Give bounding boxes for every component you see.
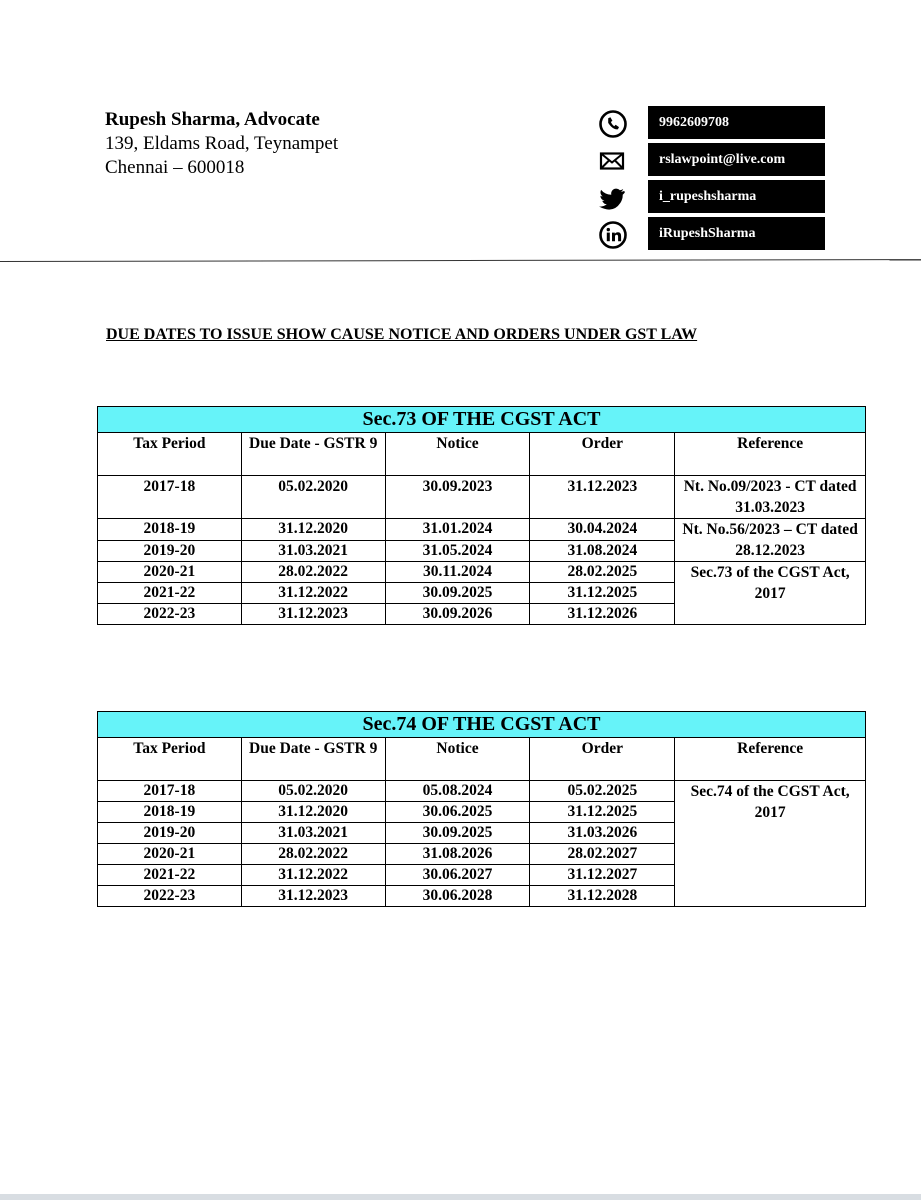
- tax-period-cell: 2018-19: [98, 802, 242, 823]
- column-header: Notice: [385, 738, 530, 781]
- contact-twitter: [598, 180, 828, 217]
- due-date-cell: 05.02.2020: [241, 781, 385, 802]
- due-date-cell: 31.12.2020: [241, 802, 385, 823]
- notice-cell: 31.01.2024: [385, 519, 530, 541]
- due-date-cell: 31.03.2021: [241, 823, 385, 844]
- notice-cell: 30.06.2025: [385, 802, 530, 823]
- sec74-table: [97, 711, 866, 907]
- contact-phone: [598, 106, 828, 143]
- order-cell: 31.12.2025: [530, 802, 675, 823]
- table-row: [98, 519, 866, 541]
- address-line-1: 139, Eldams Road, Teynampet: [105, 133, 339, 154]
- tax-period-cell: 2021-22: [98, 865, 242, 886]
- column-header: Order: [530, 433, 675, 476]
- order-cell: 31.08.2024: [530, 540, 675, 562]
- notice-cell: 05.08.2024: [385, 781, 530, 802]
- contact-block: [598, 106, 828, 254]
- tax-period-cell: 2022-23: [98, 604, 242, 625]
- column-header: Order: [530, 738, 675, 781]
- reference-cell: Nt. No.56/2023 – CT dated 28.12.2023: [675, 519, 866, 562]
- reference-cell: Nt. No.09/2023 - CT dated 31.03.2023: [675, 476, 866, 519]
- phone-number: 9962609708: [648, 106, 825, 139]
- order-cell: 31.12.2026: [530, 604, 675, 625]
- contact-linkedin: [598, 217, 828, 254]
- order-cell: 30.04.2024: [530, 519, 675, 541]
- due-date-cell: 31.03.2021: [241, 540, 385, 562]
- notice-cell: 30.09.2023: [385, 476, 530, 519]
- linkedin-icon: [598, 220, 628, 250]
- mail-icon: [598, 146, 628, 176]
- order-cell: 31.12.2028: [530, 886, 675, 907]
- notice-cell: 31.05.2024: [385, 540, 530, 562]
- phone-icon: [598, 109, 628, 139]
- tax-period-cell: 2019-20: [98, 540, 242, 562]
- due-date-cell: 31.12.2023: [241, 886, 385, 907]
- notice-cell: 30.11.2024: [385, 562, 530, 583]
- order-cell: 31.12.2023: [530, 476, 675, 519]
- order-cell: 28.02.2027: [530, 844, 675, 865]
- due-date-cell: 31.12.2022: [241, 865, 385, 886]
- due-date-cell: 05.02.2020: [241, 476, 385, 519]
- email-address: rslawpoint@live.com: [648, 143, 825, 176]
- table-row: [98, 562, 866, 583]
- advocate-name: Rupesh Sharma, Advocate: [105, 109, 320, 130]
- section-heading: Sec.73 OF THE CGST ACT: [98, 407, 866, 433]
- column-header: Due Date - GSTR 9: [241, 738, 385, 781]
- tax-period-cell: 2019-20: [98, 823, 242, 844]
- table-section-row: [98, 712, 866, 738]
- twitter-icon: [598, 183, 628, 213]
- order-cell: 31.12.2027: [530, 865, 675, 886]
- notice-cell: 30.09.2025: [385, 823, 530, 844]
- order-cell: 31.12.2025: [530, 583, 675, 604]
- notice-cell: 30.06.2028: [385, 886, 530, 907]
- tax-period-cell: 2021-22: [98, 583, 242, 604]
- section-heading: Sec.74 OF THE CGST ACT: [98, 712, 866, 738]
- due-date-cell: 28.02.2022: [241, 562, 385, 583]
- column-header: Reference: [675, 433, 866, 476]
- notice-cell: 30.09.2026: [385, 604, 530, 625]
- table-section-row: [98, 407, 866, 433]
- table-row: [98, 781, 866, 802]
- column-header: Reference: [675, 738, 866, 781]
- tax-period-cell: 2017-18: [98, 476, 242, 519]
- address-line-2: Chennai – 600018: [105, 157, 245, 178]
- contact-email: [598, 143, 828, 180]
- column-header: Tax Period: [98, 738, 242, 781]
- notice-cell: 31.08.2026: [385, 844, 530, 865]
- order-cell: 31.03.2026: [530, 823, 675, 844]
- tax-period-cell: 2017-18: [98, 781, 242, 802]
- linkedin-handle: iRupeshSharma: [648, 217, 825, 250]
- due-date-cell: 31.12.2023: [241, 604, 385, 625]
- reference-cell: Sec.74 of the CGST Act, 2017: [675, 781, 866, 907]
- tax-period-cell: 2020-21: [98, 844, 242, 865]
- notice-cell: 30.06.2027: [385, 865, 530, 886]
- table-row: [98, 476, 866, 519]
- due-date-cell: 31.12.2020: [241, 519, 385, 541]
- due-date-cell: 28.02.2022: [241, 844, 385, 865]
- header-divider: [0, 259, 921, 262]
- tax-period-cell: 2018-19: [98, 519, 242, 541]
- column-header: Tax Period: [98, 433, 242, 476]
- table-header-row: [98, 433, 866, 476]
- tax-period-cell: 2020-21: [98, 562, 242, 583]
- reference-cell: Sec.73 of the CGST Act, 2017: [675, 562, 866, 625]
- document-title: DUE DATES TO ISSUE SHOW CAUSE NOTICE AND ORDERS UNDER GST LAW: [106, 326, 698, 343]
- order-cell: 28.02.2025: [530, 562, 675, 583]
- sender-block: [105, 108, 338, 180]
- order-cell: 05.02.2025: [530, 781, 675, 802]
- notice-cell: 30.09.2025: [385, 583, 530, 604]
- table-header-row: [98, 738, 866, 781]
- column-header: Notice: [385, 433, 530, 476]
- column-header: Due Date - GSTR 9: [241, 433, 385, 476]
- due-date-cell: 31.12.2022: [241, 583, 385, 604]
- twitter-handle: i_rupeshsharma: [648, 180, 825, 213]
- page-bottom-edge: [0, 1194, 921, 1200]
- tax-period-cell: 2022-23: [98, 886, 242, 907]
- sec73-table: [97, 406, 866, 625]
